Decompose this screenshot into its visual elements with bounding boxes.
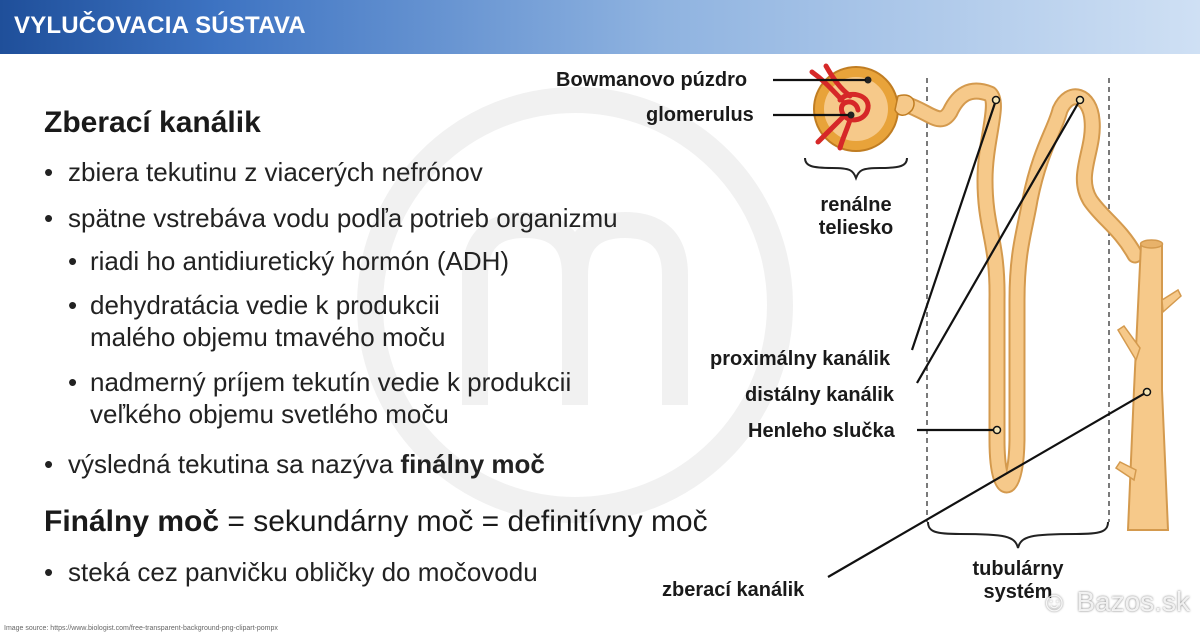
formula-rest: = sekundárny moč = definitívny moč	[219, 505, 708, 538]
sub-bullet-1-text: riadi ho antidiuretický hormón (ADH)	[90, 246, 510, 276]
renal-corpuscle-icon	[812, 66, 914, 151]
bazos-text: Bazos.sk	[1076, 586, 1190, 617]
sub-bullet-3-line1: • nadmerný príjem tekutín vedie k produkcii	[90, 367, 572, 397]
label-renal-line1: renálne	[820, 194, 892, 216]
image-source: Image source: https://www.biologist.com/free-transparent-background-png-clipart-pompx	[4, 625, 278, 632]
label-distal: distálny kanálik	[745, 384, 894, 406]
label-renal-line2: teliesko	[818, 217, 894, 239]
bullet-final-text: výsledná tekutina sa nazýva	[68, 449, 401, 479]
dot-distal	[1077, 97, 1084, 104]
label-henle: Henleho slučka	[748, 420, 895, 442]
label-tubular-line1: tubulárny	[972, 558, 1064, 580]
sub-bullet-2-line1: • dehydratácia vedie k produkcii	[90, 290, 440, 320]
renal-brace	[805, 158, 907, 178]
label-collecting: zberací kanálik	[662, 579, 805, 601]
label-renal	[806, 194, 906, 240]
dot-proximal	[993, 97, 1000, 104]
page-title: VYLUČOVACIA SÚSTAVA	[14, 12, 306, 39]
collecting-duct-icon	[1116, 240, 1181, 530]
label-tubular-line2: systém	[983, 581, 1053, 603]
tubule-icon	[905, 91, 1135, 485]
bazos-watermark	[1040, 586, 1190, 618]
bullet-final-bold: finálny moč	[400, 449, 545, 479]
label-bowman: Bowmanovo púzdro	[556, 69, 748, 91]
bullet-1: • zbiera tekutinu z viacerých nefrónov	[68, 156, 483, 188]
label-glomerulus: glomerulus	[646, 104, 754, 126]
tubule-fill	[905, 91, 1135, 485]
bullet-2: • spätne vstrebáva vodu podľa potrieb organizmu	[68, 202, 618, 234]
dot-henle	[994, 427, 1001, 434]
dot-collecting	[1144, 389, 1151, 396]
section-title: Zberací kanálik	[44, 106, 261, 139]
bullet-last: • steká cez panvičku obličky do močovodu	[68, 556, 538, 588]
sub-bullet-3-line2: veľkého objemu svetlého moču	[90, 399, 449, 429]
tubular-brace	[928, 522, 1108, 548]
formula-bold: Finálny moč	[44, 505, 220, 538]
label-proximal: proximálny kanálik	[710, 348, 891, 370]
sub-bullet-2-line2: malého objemu tmavého moču	[90, 322, 446, 352]
bazos-logo-icon: ☺	[1040, 586, 1069, 617]
